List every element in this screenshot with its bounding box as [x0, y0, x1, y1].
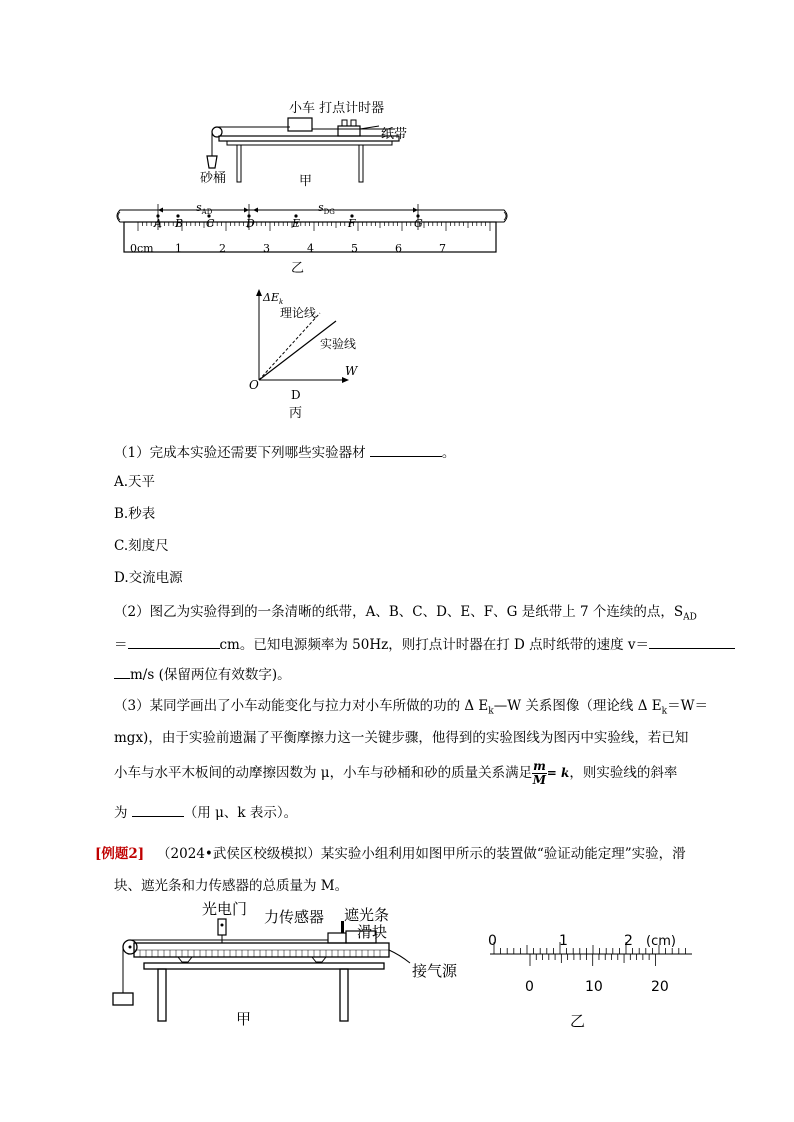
answer-blank-2[interactable]	[128, 634, 220, 649]
tape-point-E: E	[292, 217, 301, 230]
caption-jia-2: 甲	[236, 1010, 252, 1028]
question-3-line-2: mgx)，由于实验前遗漏了平衡摩擦力这一关键步骤，他得到的实验图线为图丙中实验线，若已知	[114, 730, 689, 746]
graph-experiment-label: 实验线	[320, 337, 357, 351]
tape-point-D: D	[246, 217, 255, 230]
label-force-sensor: 力传感器	[264, 908, 325, 926]
ruler-label-0: 0cm	[130, 242, 154, 255]
ruler-label-5: 5	[351, 242, 358, 255]
example-2-line-1: [例题2] （2024•武侯区校级模拟）某实验小组利用如图甲所示的装置做“验证动能定理”实验，滑	[95, 846, 686, 862]
tape-point-B: B	[175, 217, 184, 230]
hanging-weight	[113, 993, 133, 1005]
air-track-leg-right	[340, 969, 348, 1021]
label-slider-block: 滑块	[357, 923, 388, 941]
answer-blank-3a[interactable]	[649, 634, 735, 649]
option-c: C.刻度尺	[114, 538, 169, 554]
air-track-table-top	[144, 963, 384, 969]
graph-sub-caption: D	[291, 388, 301, 402]
ruler-label-6: 6	[395, 242, 402, 255]
question-3-line-3: 小车与水平木板间的动摩擦因数为 μ，小车与砂桶和砂的质量关系满足 $\frac{m}{M}$ = k，则实验线的斜率	[114, 759, 678, 787]
caption-jia-1: 甲	[299, 174, 313, 189]
label-air-source: 接气源	[412, 962, 458, 980]
ruler-label-3: 3	[263, 242, 270, 255]
ruler-label-1: 1	[175, 242, 182, 255]
ruler-label-7: 7	[439, 242, 446, 255]
table-top	[227, 141, 392, 145]
caption-yi-1: 乙	[291, 261, 305, 276]
label-bucket: 砂桶	[200, 171, 227, 186]
answer-blank-3b[interactable]	[114, 664, 130, 679]
air-hose	[389, 950, 410, 963]
theory-line	[259, 313, 320, 380]
graph-theory-label: 理论线	[280, 306, 317, 320]
example-tag: [例题2]	[95, 846, 145, 862]
question-2-line-2: ＝ cm。已知电源频率为 50Hz，则打点计时器在打 D 点时纸带的速度 v＝	[114, 634, 735, 654]
sand-bucket	[207, 156, 217, 168]
tape-point-G: G	[414, 217, 423, 230]
main-scale-unit: (cm)	[646, 934, 676, 949]
tape-point-A: A	[154, 217, 162, 230]
label-light-strip: 遮光条	[344, 906, 390, 924]
ruler-label-4: 4	[307, 242, 314, 255]
caption-bing: 丙	[289, 406, 303, 421]
vernier-scale-10: 10	[585, 979, 603, 995]
main-scale-1: 1	[559, 933, 568, 949]
graph-y-label: $\Delta E_k$	[263, 291, 284, 307]
label-car-timer: 小车 打点计时器	[289, 101, 385, 116]
question-2-line-3: m/s (保留两位有效数字)。	[114, 664, 291, 684]
label-photogate: 光电门	[202, 900, 248, 918]
ruler-label-2: 2	[219, 242, 226, 255]
example-2-line-2: 块、遮光条和力传感器的总质量为 M。	[114, 878, 349, 894]
answer-blank-1[interactable]	[370, 442, 442, 457]
question-2-line-1: （2）图乙为实验得到的一条清晰的纸带，A、B、C、D、E、F、G 是纸带上 7 个连续的点，$S_{AD}$	[114, 604, 697, 623]
question-3-line-4: 为 （用 μ、k 表示）。	[114, 802, 297, 822]
question-3-line-1: （3）某同学画出了小车动能变化与拉力对小车所做的功的 Δ $E_k—W$ 关系图像（理论线 Δ $E_k=W=$	[114, 698, 708, 717]
table-leg-right	[359, 145, 363, 182]
option-a: A.天平	[114, 474, 156, 490]
board	[219, 136, 399, 141]
main-scale-0: 0	[488, 933, 497, 949]
table-leg-left	[237, 145, 241, 182]
label-tape: 纸带	[381, 127, 408, 142]
answer-blank-4[interactable]	[132, 802, 184, 817]
vernier-scale-20: 20	[651, 979, 669, 995]
graph-x-label: W	[345, 364, 358, 378]
cart	[288, 118, 312, 131]
mass-ratio-fraction: $\frac{m}{M}$	[532, 759, 547, 787]
air-track-leg-left	[158, 969, 166, 1021]
label-s-dg: $s_{DG}$	[318, 201, 335, 217]
option-b: B.秒表	[114, 506, 156, 522]
caption-yi-2: 乙	[570, 1012, 586, 1030]
force-sensor	[328, 933, 346, 943]
photogate	[218, 919, 226, 935]
label-s-ad: $s_{AD}$	[196, 201, 213, 217]
option-d: D.交流电源	[114, 570, 183, 586]
vernier-scale-0: 0	[525, 979, 534, 995]
graph-origin: O	[249, 378, 259, 392]
tape-point-C: C	[206, 217, 215, 230]
main-scale-2: 2	[624, 933, 633, 949]
timer	[338, 126, 360, 136]
tape-point-F: F	[348, 217, 356, 230]
question-1: （1）完成本实验还需要下列哪些实验器材 。	[114, 442, 455, 462]
